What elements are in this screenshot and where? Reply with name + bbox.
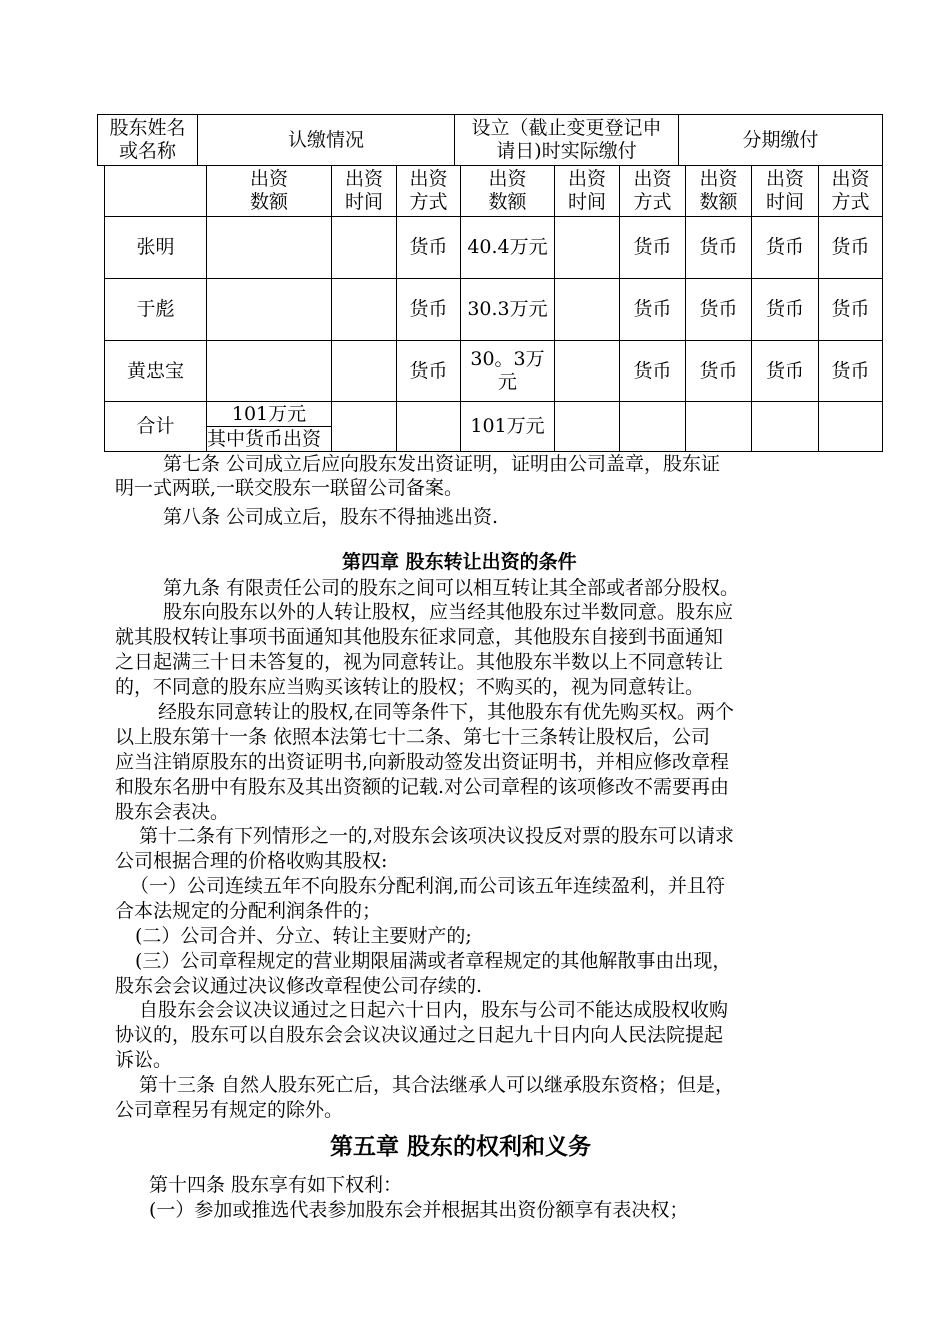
- subheader-text: 数额: [488, 191, 527, 213]
- cell: 货币: [620, 341, 686, 402]
- cell: [332, 279, 397, 341]
- header-shareholder-name: [98, 115, 198, 166]
- table-row: [105, 341, 883, 402]
- subheader-text: 出资: [699, 168, 738, 190]
- cell: [207, 341, 332, 402]
- capital-table-body: [104, 165, 883, 452]
- header-text: 或名称: [118, 140, 176, 162]
- cell: 货币: [686, 341, 752, 402]
- subheader-text: 数额: [699, 191, 738, 213]
- cell: [461, 341, 555, 402]
- subheader-text: 时间: [765, 191, 804, 213]
- capital-table-header: [97, 114, 883, 166]
- cell: [620, 402, 686, 452]
- subheader-text: 出资: [567, 168, 606, 190]
- article-9-para2-line4: 的，不同意的股东应当购买该转让的股权；不购买的，视为同意转让。: [115, 676, 705, 698]
- subheader-time: [752, 166, 819, 217]
- header-subscribed: 认缴情况: [198, 115, 455, 166]
- total-amount: 101万元: [231, 403, 307, 425]
- cell: 货币: [620, 217, 686, 279]
- article-12-line1: 第十二条有下列情形之一的,对股东会该项决议投反对票的股东可以请求: [139, 825, 735, 847]
- table-row: [105, 217, 883, 279]
- article-14-item1: (一）参加或推选代表参加股东会并根据其出资份额享有表决权；: [149, 1199, 689, 1221]
- subheader-text: 出资: [249, 168, 288, 190]
- subheader-text: 出资: [765, 168, 804, 190]
- subheader-text: 数额: [249, 191, 288, 213]
- header-actual-paid: [455, 115, 679, 166]
- article-12-para-line1: 自股东会会议决议通过之日起六十日内，股东与公司不能达成股权收购: [139, 999, 729, 1021]
- article-9-para2-line3: 之日起满三十日未答复的，视为同意转让。其他股东半数以上不同意转让: [115, 651, 724, 673]
- cell: [207, 279, 332, 341]
- shareholder-name: 张明: [105, 217, 207, 279]
- cell: 货币: [752, 217, 819, 279]
- article-9-para3-line2: 以上股东第十一条 依照本法第七十二条、第七十三条转让股权后，公司: [115, 726, 711, 748]
- total-actual: 101万元: [461, 402, 555, 452]
- article-13-line2: 公司章程另有规定的除外。: [115, 1099, 344, 1121]
- total-currency-note: 其中货币出资: [207, 426, 331, 451]
- article-9-para2-line1: 股东向股东以外的人转让股权，应当经其他股东过半数同意。股东应: [163, 601, 734, 623]
- article-12-item3-line1: (三）公司章程规定的营业期限届满或者章程规定的其他解散事由出现，: [135, 950, 732, 972]
- article-9: 第九条 有限责任公司的股东之间可以相互转让其全部或者部分股权。: [163, 577, 740, 599]
- article-12-line2: 公司根据合理的价格收购其股权:: [115, 850, 388, 872]
- article-7-line1: 第七条 公司成立后应向股东发出资证明，证明由公司盖章，股东证: [163, 453, 721, 475]
- cell: 40.4万元: [461, 217, 555, 279]
- subheader-text: 时间: [344, 191, 383, 213]
- subheader-text: 出资: [831, 168, 870, 190]
- chapter-4-heading: 第四章 股东转让出资的条件: [342, 551, 577, 573]
- article-12-item2: (二）公司合并、分立、转让主要财产的;: [135, 925, 472, 947]
- cell-text: 元: [497, 371, 517, 393]
- subheader-text: 出资: [633, 168, 672, 190]
- total-amount-cell: [207, 402, 332, 452]
- subheader-text: 时间: [567, 191, 606, 213]
- header-text: 股东姓名: [109, 117, 186, 139]
- subheader-blank: [105, 166, 207, 217]
- cell: [332, 402, 397, 452]
- cell: [332, 341, 397, 402]
- article-12-item1-line2: 合本法规定的分配利润条件的；: [115, 900, 382, 922]
- cell: [819, 402, 883, 452]
- total-label: 合计: [105, 402, 207, 452]
- subheader-time: [555, 166, 620, 217]
- article-8: 第八条 公司成立后，股东不得抽逃出资.: [163, 506, 499, 528]
- subheader-method: [620, 166, 686, 217]
- cell: [397, 402, 461, 452]
- subheader-text: 方式: [831, 191, 870, 213]
- subheader-text: 方式: [409, 191, 448, 213]
- subheader-method: [397, 166, 461, 217]
- article-9-para2-line2: 就其股权转让事项书面通知其他股东征求同意，其他股东自接到书面通知: [115, 626, 724, 648]
- header-installment: 分期缴付: [679, 115, 883, 166]
- article-12-item1-line1: （一）公司连续五年不向股东分配利润,而公司该五年连续盈利，并且符: [130, 875, 726, 897]
- header-text: 请日)时实际缴付: [496, 140, 637, 162]
- cell: [555, 217, 620, 279]
- article-13-line1: 第十三条 自然人股东死亡后，其合法继承人可以继承股东资格；但是，: [139, 1074, 735, 1096]
- cell: [207, 217, 332, 279]
- article-12-para-line2: 协议的，股东可以自股东会会议决议通过之日起九十日内向人民法院提起: [115, 1024, 724, 1046]
- cell: 货币: [397, 279, 461, 341]
- subheader-text: 出资: [344, 168, 383, 190]
- article-14: 第十四条 股东享有如下权利：: [149, 1174, 403, 1196]
- cell: [555, 341, 620, 402]
- article-9-para3-line3: 应当注销原股东的出资证明书,向新股动签发出资证明书，并相应修改章程: [115, 751, 730, 773]
- cell: 货币: [397, 341, 461, 402]
- subheader-row: [105, 166, 883, 217]
- table-row: [105, 279, 883, 341]
- cell: 30.3万元: [461, 279, 555, 341]
- subheader-text: 出资: [409, 168, 448, 190]
- subheader-amount: [686, 166, 752, 217]
- article-9-para3-line1: 经股东同意转让的股权,在同等条件下，其他股东有优先购买权。两个: [158, 701, 735, 723]
- chapter-5-heading: 第五章 股东的权利和义务: [330, 1133, 592, 1160]
- cell: 货币: [819, 279, 883, 341]
- subheader-amount: [461, 166, 555, 217]
- subheader-text: 出资: [488, 168, 527, 190]
- cell: 货币: [819, 341, 883, 402]
- subheader-time: [332, 166, 397, 217]
- cell: 货币: [819, 217, 883, 279]
- cell: 货币: [686, 279, 752, 341]
- article-7-line2: 明一式两联,一联交股东一联留公司备案。: [115, 477, 464, 499]
- article-9-para3-line5: 股东会表决。: [115, 801, 230, 823]
- cell: 货币: [620, 279, 686, 341]
- cell: [686, 402, 752, 452]
- subheader-text: 方式: [633, 191, 672, 213]
- cell: 货币: [752, 341, 819, 402]
- subheader-method: [819, 166, 883, 217]
- cell: [555, 279, 620, 341]
- cell: 货币: [686, 217, 752, 279]
- cell-text: 30。3万: [470, 348, 545, 370]
- article-12-item3-line2: 股东会会议通过决议修改章程使公司存续的.: [115, 975, 483, 997]
- total-row: [105, 402, 883, 452]
- subheader-amount: [207, 166, 332, 217]
- cell: [752, 402, 819, 452]
- article-12-para-line3: 诉讼。: [115, 1049, 173, 1071]
- cell: 货币: [397, 217, 461, 279]
- shareholder-name: 黄忠宝: [105, 341, 207, 402]
- shareholder-name: 于彪: [105, 279, 207, 341]
- article-9-para3-line4: 和股东名册中有股东及其出资额的记载.对公司章程的该项修改不需要再由: [115, 776, 730, 798]
- cell: 货币: [752, 279, 819, 341]
- header-text: 设立（截止变更登记申: [471, 117, 662, 139]
- cell: [332, 217, 397, 279]
- cell: [555, 402, 620, 452]
